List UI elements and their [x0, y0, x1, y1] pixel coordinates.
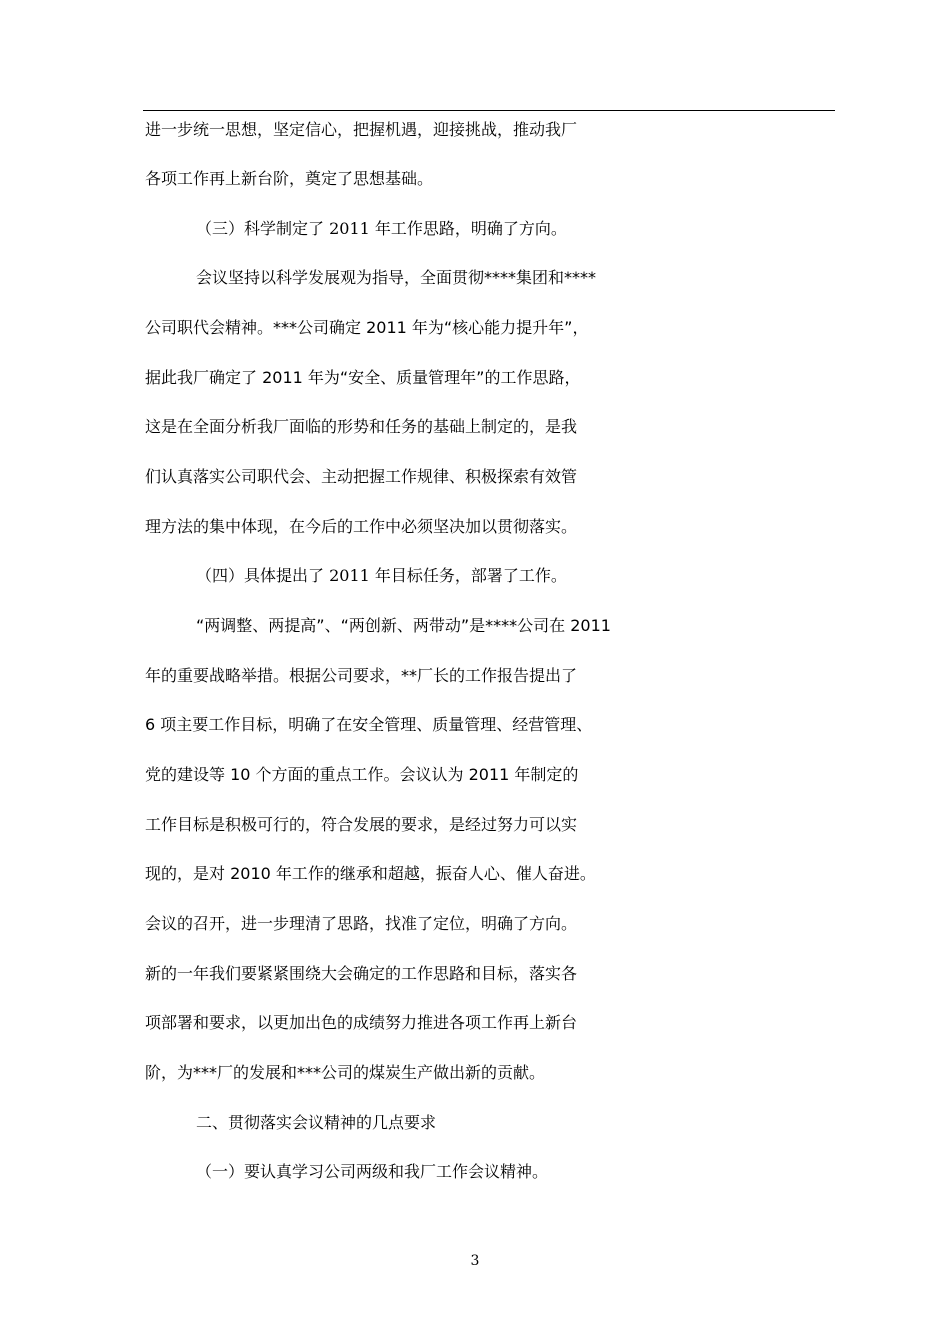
paragraph-line: 现的，是对 2010 年工作的继承和超越，振奋人心、催人奋进。	[145, 864, 596, 883]
paragraph-line: 这是在全面分析我厂面临的形势和任务的基础上制定的，是我	[145, 417, 578, 436]
paragraph-line: 新的一年我们要紧紧围绕大会确定的工作思路和目标，落实各	[145, 964, 578, 983]
paragraph-line: 据此我厂确定了 2011 年为“安全、质量管理年”的工作思路，	[145, 368, 581, 387]
paragraph-line: “两调整、两提高”、“两创新、两带动”是****公司在 2011	[196, 616, 611, 635]
header-rule	[143, 110, 835, 111]
paragraph-line: 工作目标是积极可行的，符合发展的要求，是经过努力可以实	[145, 815, 578, 834]
paragraph-line: 会议坚持以科学发展观为指导，全面贯彻****集团和****	[196, 268, 597, 287]
paragraph-line: 进一步统一思想，坚定信心，把握机遇，迎接挑战，推动我厂	[145, 120, 578, 139]
paragraph-line: 各项工作再上新台阶，奠定了思想基础。	[145, 169, 434, 188]
paragraph-line: 们认真落实公司职代会、主动把握工作规律、积极探索有效管	[145, 467, 578, 486]
paragraph-line: 公司职代会精神。***公司确定 2011 年为“核心能力提升年”，	[145, 318, 589, 337]
subsection-heading: （一）要认真学习公司两级和我厂工作会议精神。	[196, 1162, 549, 1181]
paragraph-line: 项部署和要求，以更加出色的成绩努力推进各项工作再上新台	[145, 1013, 578, 1032]
section-heading: （三）科学制定了 2011 年工作思路，明确了方向。	[196, 219, 567, 238]
section-heading: （四）具体提出了 2011 年目标任务，部署了工作。	[196, 566, 567, 585]
paragraph-line: 会议的召开，进一步理清了思路，找准了定位，明确了方向。	[145, 914, 578, 933]
paragraph-line: 理方法的集中体现，在今后的工作中必须坚决加以贯彻落实。	[145, 517, 578, 536]
paragraph-line: 年的重要战略举措。根据公司要求，**厂长的工作报告提出了	[145, 666, 578, 685]
page-number: 3	[470, 1253, 480, 1269]
paragraph-line: 阶，为***厂的发展和***公司的煤炭生产做出新的贡献。	[145, 1063, 546, 1082]
section-heading: 二、贯彻落实会议精神的几点要求	[196, 1113, 437, 1132]
paragraph-line: 6 项主要工作目标，明确了在安全管理、质量管理、经营管理、	[145, 715, 593, 734]
paragraph-line: 党的建设等 10 个方面的重点工作。会议认为 2011 年制定的	[145, 765, 579, 784]
